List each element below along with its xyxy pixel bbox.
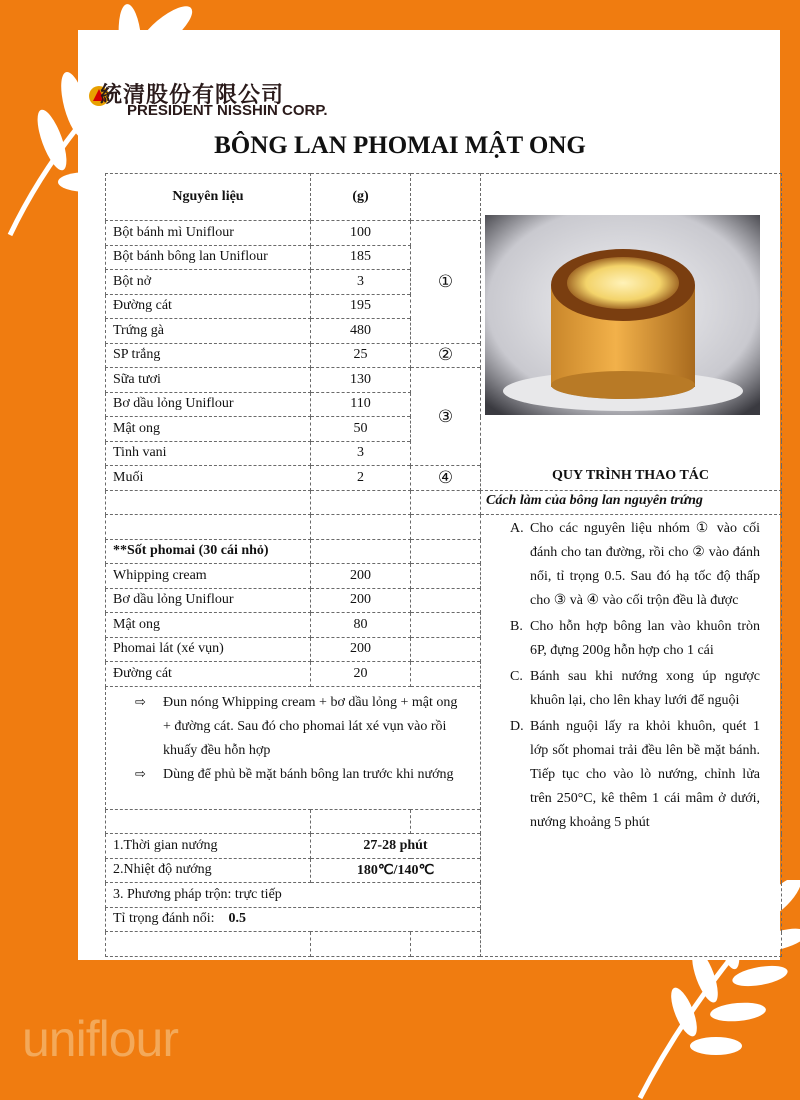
arrow-right-icon: ⇨ — [135, 695, 146, 710]
recipe-title: BÔNG LAN PHOMAI MẬT ONG — [214, 132, 586, 159]
baking-time-label: 1.Thời gian nướng — [106, 834, 311, 859]
ingredient-name: Bơ dầu lỏng Uniflour — [106, 392, 311, 417]
step-text: Cho các nguyên liệu nhóm ① vào cối đánh cho tan đường, rồi cho ② vào đánh nổi, tỉ trọng 0.5. Sau đó hạ tốc độ thấp cho ③ và ④ vào cối trộn đều là được — [530, 521, 760, 608]
cake-photo — [485, 215, 760, 415]
ingredient-amount: 3 — [311, 441, 411, 466]
baking-temp-value: 180℃/140℃ — [311, 858, 481, 883]
process-step — [488, 665, 760, 713]
sauce-ingredient-amount: 200 — [311, 637, 411, 662]
step-letter: B. — [510, 619, 523, 634]
ingredient-header: Nguyên liệu — [106, 174, 311, 221]
ingredient-amount: 3 — [311, 270, 411, 295]
group-4-marker: ④ — [411, 466, 481, 491]
unit-header: (g) — [311, 174, 411, 221]
density-label: Tỉ trọng đánh nổi: — [113, 911, 215, 927]
group-2-marker: ② — [411, 343, 481, 368]
sauce-ingredient-name: Mật ong — [106, 613, 311, 638]
sauce-ingredient-amount: 80 — [311, 613, 411, 638]
process-step — [488, 517, 760, 613]
uniflour-brand-logo: uniflour — [22, 1011, 178, 1067]
process-steps — [488, 517, 760, 837]
ingredient-name: Muối — [106, 466, 311, 491]
ingredient-name: Bột bánh bông lan Uniflour — [106, 245, 311, 270]
step-text: Cho hỗn hợp bông lan vào khuôn tròn 6P, đựng 200g hỗn hợp cho 1 cái — [530, 619, 760, 658]
sauce-ingredient-amount: 200 — [311, 588, 411, 613]
sauce-note — [135, 691, 465, 763]
note-text: Đun nóng Whipping cream + bơ dầu lỏng + mật ong + đường cát. Sau đó cho phomai lát xé vụn vào rồi khuấy đều hỗn hợp — [163, 695, 458, 758]
ingredient-amount: 195 — [311, 294, 411, 319]
ingredient-name: Tinh vani — [106, 441, 311, 466]
ingredient-name: Bột bánh mì Uniflour — [106, 221, 311, 246]
process-title: QUY TRÌNH THAO TÁC — [551, 468, 709, 483]
density-value: 0.5 — [228, 911, 246, 927]
ingredient-name: Sữa tươi — [106, 368, 311, 393]
step-letter: A. — [510, 521, 524, 536]
step-text: Bánh nguội lấy ra khỏi khuôn, quét 1 lớp sốt phomai trải đều lên bề mặt bánh. Tiếp tục cho vào lò nướng, chỉnh lửa trên 250°C, kê thêm 1 cái mâm ở dưới, nướng khoảng 5 phút — [530, 719, 760, 830]
ingredient-name: SP trắng — [106, 343, 311, 368]
company-name-english: PRESIDENT NISSHIN CORP. — [127, 102, 328, 119]
process-subtitle: Cách làm của bông lan nguyên trứng — [486, 493, 703, 508]
ingredient-amount: 130 — [311, 368, 411, 393]
ingredient-amount: 2 — [311, 466, 411, 491]
group-3-marker: ③ — [411, 368, 481, 466]
process-step — [488, 715, 760, 835]
process-step — [488, 615, 760, 663]
sauce-note — [135, 763, 465, 787]
sauce-notes — [135, 691, 465, 787]
sauce-ingredient-name: Bơ dầu lỏng Uniflour — [106, 588, 311, 613]
ingredient-amount: 185 — [311, 245, 411, 270]
sauce-ingredient-amount: 200 — [311, 564, 411, 589]
sauce-ingredient-name: Phomai lát (xé vụn) — [106, 637, 311, 662]
group-1-marker: ① — [411, 221, 481, 344]
ingredient-name: Đường cát — [106, 294, 311, 319]
ingredient-amount: 50 — [311, 417, 411, 442]
ingredient-amount: 100 — [311, 221, 411, 246]
baking-temp-label: 2.Nhiệt độ nướng — [106, 858, 311, 883]
sauce-ingredient-name: Whipping cream — [106, 564, 311, 589]
company-name-chinese: 統清股份有限公司 — [100, 83, 285, 108]
ingredient-name: Bột nở — [106, 270, 311, 295]
sauce-ingredient-name: Đường cát — [106, 662, 311, 687]
baking-time-value: 27-28 phút — [311, 834, 481, 859]
step-letter: C. — [510, 669, 523, 684]
mixing-method: 3. Phương pháp trộn: trực tiếp — [106, 883, 481, 908]
ingredient-amount: 110 — [311, 392, 411, 417]
note-text: Dùng để phủ bề mặt bánh bông lan trước khi nướng — [163, 767, 454, 782]
ingredient-amount: 480 — [311, 319, 411, 344]
ingredient-name: Mật ong — [106, 417, 311, 442]
step-text: Bánh sau khi nướng xong úp ngược khuôn lại, cho lên khay lưới để nguội — [530, 669, 760, 708]
step-letter: D. — [510, 719, 524, 734]
ingredient-amount: 25 — [311, 343, 411, 368]
arrow-right-icon: ⇨ — [135, 767, 146, 782]
ingredient-name: Trứng gà — [106, 319, 311, 344]
density-row — [106, 907, 481, 932]
sauce-title: **Sốt phomai (30 cái nhỏ) — [106, 539, 311, 564]
sauce-ingredient-amount: 20 — [311, 662, 411, 687]
